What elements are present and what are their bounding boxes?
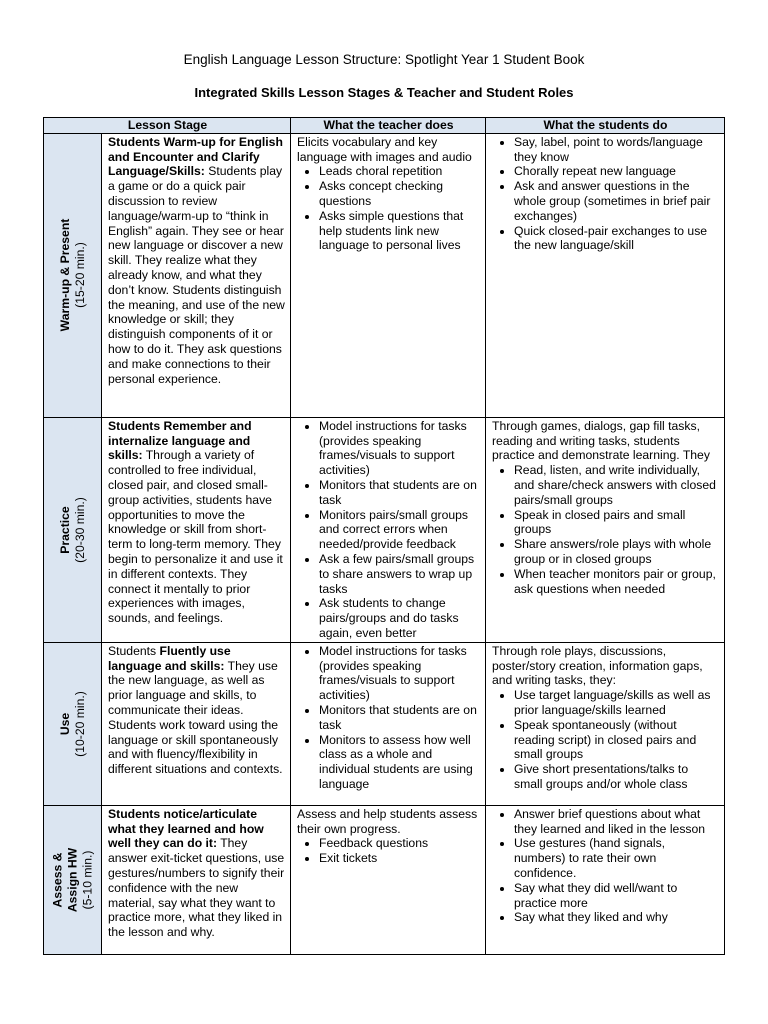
teacher-list [297,164,480,253]
header-lesson-stage: Lesson Stage [44,118,291,134]
stage-name: Use [57,712,72,735]
stage-name: Practice [57,506,72,554]
students-list [492,688,719,792]
stage-description [102,642,291,805]
students-cell [486,642,725,805]
teacher-intro: Elicits vocabulary and key language with images and audio [297,134,472,164]
header-teacher: What the teacher does [291,118,486,134]
description-heading: Students Warm-up for English and Encounter and Clarify Language/Skills: [108,134,283,179]
stage-description [102,417,291,642]
list-item: • Feedback questions [319,836,480,851]
stage-name-line1: Assess & [50,852,64,908]
list-item: • Monitors that students are on task [319,703,480,733]
lesson-stages-table [43,117,725,955]
teacher-list [297,644,480,792]
list-item: • Say what they liked and why [514,910,719,925]
table-row [44,417,725,642]
stage-time: (15-20 min.) [72,242,87,309]
list-item: • Answer brief questions about what they learned and liked in the lesson [514,807,719,837]
students-intro: Through games, dialogs, gap fill tasks, reading and writing tasks, students practice and demonstrate learning. They [492,418,710,463]
list-item: • Model instructions for tasks (provides speaking frames/visuals to support activities) [319,419,480,478]
teacher-cell [291,417,486,642]
document-subtitle: Integrated Skills Lesson Stages & Teacher and Student Roles [194,85,574,100]
table-row [44,805,725,954]
list-item: • Model instructions for tasks (provides speaking frames/visuals to support activities) [319,644,480,703]
list-item: • Say, label, point to words/language they know [514,135,719,165]
stage-label-cell [44,642,102,805]
list-item: • Asks concept checking questions [319,179,480,209]
list-item: • Monitors that students are on task [319,478,480,508]
stage-time: (10-20 min.) [72,690,87,757]
description-text: Through a variety of controlled to free individual, closed pair, and closed small-group activities, students have opportunities to move the knowledge or skill from short-term to long-term memory. They begin to personalize it and use it in different contexts. They connect it mentally to prior experiences with images, sounds, and feelings. [108,448,283,626]
students-list [492,463,719,596]
teacher-list [297,836,480,866]
stage-label-cell [44,805,102,954]
description-heading: Students Remember and internalize language and skills: [108,418,252,463]
list-item: • Exit tickets [319,851,480,866]
list-item: • Use target language/skills as well as prior language/skills learned [514,688,719,718]
students-cell [486,133,725,417]
description-text: They use the new language, as well as prior language and skills, to communicate their ideas. Students work toward using the language or skill spontaneously and with fluency/flexibility in different situations and contexts. [108,658,283,777]
stage-time: (20-30 min.) [72,496,87,563]
stage-label-cell [44,417,102,642]
description-text: Students play a game or do a quick pair discussion to review language/warm-up to “think in English” again. They see or hear new language or discover a new skill. They realize what they already know, and what they don’t know. Students distinguish the meaning, and use of the new knowledge or skill; they distinguish components of it or how to do it. They ask questions and make connections to their personal experience. [108,164,285,386]
list-item: • Leads choral repetition [319,164,480,179]
students-cell [486,417,725,642]
description-heading: Fluently use language and skills: [108,643,231,673]
list-item: • Asks simple questions that help students link new language to personal lives [319,209,480,253]
stage-time: (5-10 min.) [80,850,94,910]
table-row [44,133,725,417]
list-item: • Share answers/role plays with whole group or in closed groups [514,537,719,567]
stage-description [102,805,291,954]
stage-label-cell [44,133,102,417]
students-intro: Through role plays, discussions, poster/story creation, information gaps, and writing tasks, they: [492,643,703,688]
teacher-cell [291,133,486,417]
list-item: • Say what they did well/want to practice more [514,881,719,911]
students-list [492,135,719,253]
teacher-intro: Assess and help students assess their own progress. [297,806,478,836]
list-item: • Monitors pairs/small groups and correct errors when needed/provide feedback [319,508,480,552]
description-text: They answer exit-ticket questions, use gestures/numbers to signify their confidence with the new material, say what they want to practice more, what they liked in the lesson and why. [108,836,285,940]
stage-name-line2: Assign HW [65,847,79,912]
teacher-list [297,419,480,641]
stage-name: Warm-up & Present [57,218,72,332]
list-item: • Give short presentations/talks to small groups and/or whole class [514,762,719,792]
stage-description [102,133,291,417]
list-item: • Speak in closed pairs and small groups [514,508,719,538]
list-item: • Speak spontaneously (without reading script) in closed pairs and small groups [514,718,719,762]
list-item: • Ask and answer questions in the whole group (sometimes in brief pair exchanges) [514,179,719,223]
header-students: What the students do [486,118,725,134]
teacher-cell [291,805,486,954]
list-item: • Ask students to change pairs/groups and do tasks again, even better [319,596,480,640]
students-list [492,807,719,925]
description-prefix: Students [108,643,160,658]
list-item: • Quick closed-pair exchanges to use the new language/skill [514,224,719,254]
list-item: • Chorally repeat new language [514,164,719,179]
document-title: English Language Lesson Structure: Spotlight Year 1 Student Book [183,52,585,67]
description-heading: Students notice/articulate what they learned and how well they can do it: [108,806,264,851]
table-row [44,642,725,805]
table-header-row [44,118,725,134]
list-item: • Use gestures (hand signals, numbers) to rate their own confidence. [514,836,719,880]
students-cell [486,805,725,954]
list-item: • Monitors to assess how well class as a whole and individual students are using language [319,733,480,792]
list-item: • When teacher monitors pair or group, ask questions when needed [514,567,719,597]
list-item: • Ask a few pairs/small groups to share answers to wrap up tasks [319,552,480,596]
list-item: • Read, listen, and write individually, and share/check answers with closed pairs/small groups [514,463,719,507]
teacher-cell [291,642,486,805]
